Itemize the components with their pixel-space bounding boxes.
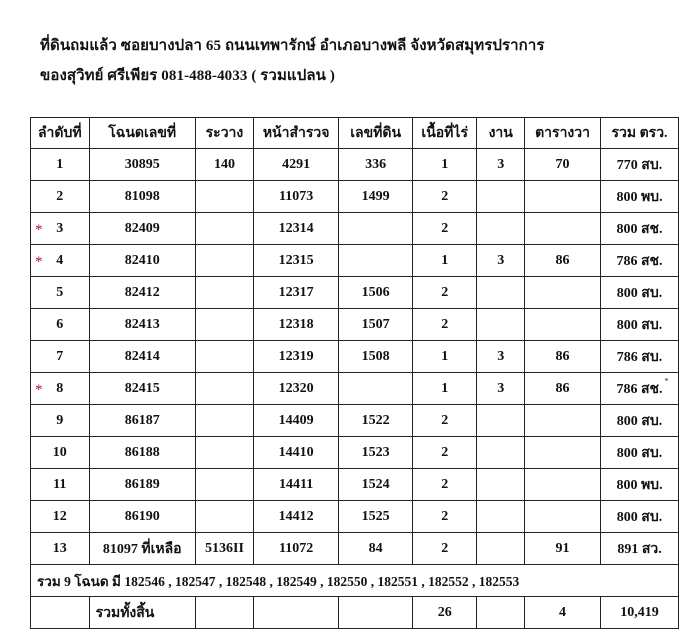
row-number: 5 xyxy=(56,284,64,300)
cell-rai: 2 xyxy=(413,501,477,533)
row-number: 10 xyxy=(52,444,67,460)
cell-no xyxy=(31,405,90,437)
cell-land-no: 1522 xyxy=(339,405,413,437)
total-blank xyxy=(31,597,90,629)
table-row xyxy=(31,533,679,565)
cell-survey: 14412 xyxy=(254,501,339,533)
cell-rawang xyxy=(195,373,253,405)
table-row xyxy=(31,437,679,469)
cell-total: 800 สบ. xyxy=(601,437,679,469)
cell-rai: 2 xyxy=(413,405,477,437)
cell-ngan xyxy=(477,437,525,469)
table-row xyxy=(31,373,679,405)
cell-rai: 2 xyxy=(413,213,477,245)
cell-ngan xyxy=(477,469,525,501)
total-blank xyxy=(195,597,253,629)
cell-wah: 86 xyxy=(525,245,601,277)
cell-wah: 91 xyxy=(525,533,601,565)
cell-rawang xyxy=(195,405,253,437)
grand-total-rai: 26 xyxy=(413,597,477,629)
col-header-rai: เนื้อที่ไร่ xyxy=(413,118,477,149)
cell-no xyxy=(31,213,90,245)
cell-rai: 1 xyxy=(413,149,477,181)
cell-rawang: 5136II xyxy=(195,533,253,565)
cell-total: 891 สว. xyxy=(601,533,679,565)
row-number: 12 xyxy=(52,508,67,524)
cell-total: 800 สบ. xyxy=(601,501,679,533)
cell-deed: 82415 xyxy=(89,373,195,405)
cell-no xyxy=(31,533,90,565)
grand-total-sum: 10,419 xyxy=(601,597,679,629)
cell-land-no xyxy=(339,213,413,245)
col-header-wah: ตารางวา xyxy=(525,118,601,149)
cell-rawang xyxy=(195,245,253,277)
col-header-total: รวม ตรว. xyxy=(601,118,679,149)
grand-total-ngan: 4 xyxy=(525,597,601,629)
cell-deed: 82409 xyxy=(89,213,195,245)
cell-rawang: 140 xyxy=(195,149,253,181)
cell-ngan xyxy=(477,181,525,213)
table-header-row xyxy=(31,118,679,149)
cell-survey: 12317 xyxy=(254,277,339,309)
red-asterisk-mark: * xyxy=(35,221,43,238)
cell-rai: 2 xyxy=(413,181,477,213)
cell-survey: 11073 xyxy=(254,181,339,213)
cell-rai: 2 xyxy=(413,277,477,309)
cell-survey: 14411 xyxy=(254,469,339,501)
cell-deed: 81097 ที่เหลือ xyxy=(89,533,195,565)
table-row xyxy=(31,341,679,373)
cell-deed: 81098 xyxy=(89,181,195,213)
cell-no xyxy=(31,181,90,213)
cell-survey: 12319 xyxy=(254,341,339,373)
cell-total: 800 สบ. xyxy=(601,405,679,437)
total-blank xyxy=(254,597,339,629)
cell-land-no xyxy=(339,373,413,405)
cell-land-no: 1499 xyxy=(339,181,413,213)
cell-ngan xyxy=(477,501,525,533)
cell-rai: 2 xyxy=(413,533,477,565)
cell-wah xyxy=(525,437,601,469)
cell-rawang xyxy=(195,213,253,245)
cell-rawang xyxy=(195,501,253,533)
cell-total: 800 พบ. xyxy=(601,181,679,213)
cell-rawang xyxy=(195,181,253,213)
cell-ngan: 3 xyxy=(477,245,525,277)
table-row xyxy=(31,213,679,245)
cell-total: 770 สบ. xyxy=(601,149,679,181)
cell-no xyxy=(31,277,90,309)
cell-land-no xyxy=(339,245,413,277)
cell-rai: 2 xyxy=(413,309,477,341)
row-number: 8 xyxy=(56,380,64,396)
cell-land-no: 1523 xyxy=(339,437,413,469)
cell-deed: 86187 xyxy=(89,405,195,437)
cell-rawang xyxy=(195,309,253,341)
cell-survey: 12318 xyxy=(254,309,339,341)
cell-wah xyxy=(525,501,601,533)
cell-no xyxy=(31,373,90,405)
cell-rawang xyxy=(195,469,253,501)
grand-total-row xyxy=(31,597,679,629)
row-number: 2 xyxy=(56,188,64,204)
cell-rai: 2 xyxy=(413,469,477,501)
row-number: 13 xyxy=(52,540,67,556)
cell-land-no: 336 xyxy=(339,149,413,181)
cell-survey: 14410 xyxy=(254,437,339,469)
col-header-no: ลำดับที่ xyxy=(31,118,90,149)
col-header-survey: หน้าสำรวจ xyxy=(254,118,339,149)
table-row xyxy=(31,181,679,213)
row-number: 1 xyxy=(56,156,64,172)
cell-wah xyxy=(525,309,601,341)
cell-wah: 86 xyxy=(525,373,601,405)
row-number: 9 xyxy=(56,412,64,428)
col-header-rawang: ระวาง xyxy=(195,118,253,149)
cell-deed: 82410 xyxy=(89,245,195,277)
cell-rai: 1 xyxy=(413,341,477,373)
cell-ngan xyxy=(477,309,525,341)
row-number: 6 xyxy=(56,316,64,332)
cell-land-no: 1507 xyxy=(339,309,413,341)
cell-deed: 86190 xyxy=(89,501,195,533)
cell-total: 786 สช. xyxy=(601,373,679,405)
cell-ngan xyxy=(477,405,525,437)
cell-land-no: 1525 xyxy=(339,501,413,533)
table-row xyxy=(31,149,679,181)
cell-no xyxy=(31,149,90,181)
row-number: 7 xyxy=(56,348,64,364)
row-number: 3 xyxy=(56,220,64,236)
red-asterisk-mark: * xyxy=(35,253,43,270)
cell-no xyxy=(31,501,90,533)
cell-total: 786 สบ. xyxy=(601,341,679,373)
cell-land-no: 84 xyxy=(339,533,413,565)
cell-total: 800 พบ. xyxy=(601,469,679,501)
cell-no xyxy=(31,437,90,469)
cell-deed: 30895 xyxy=(89,149,195,181)
table-row xyxy=(31,405,679,437)
cell-wah xyxy=(525,469,601,501)
cell-ngan: 3 xyxy=(477,373,525,405)
cell-ngan xyxy=(477,277,525,309)
cell-rawang xyxy=(195,341,253,373)
cell-wah xyxy=(525,213,601,245)
land-table xyxy=(30,117,679,629)
cell-no xyxy=(31,245,90,277)
cell-ngan xyxy=(477,213,525,245)
col-header-ngan: งาน xyxy=(477,118,525,149)
cell-deed: 82414 xyxy=(89,341,195,373)
cell-deed: 82413 xyxy=(89,309,195,341)
cell-total: 800 สบ. xyxy=(601,277,679,309)
cell-wah: 70 xyxy=(525,149,601,181)
cell-total: 800 สบ. xyxy=(601,309,679,341)
cell-no xyxy=(31,469,90,501)
cell-survey: 12315 xyxy=(254,245,339,277)
cell-rai: 1 xyxy=(413,245,477,277)
cell-deed: 86188 xyxy=(89,437,195,469)
cell-deed: 82412 xyxy=(89,277,195,309)
cell-survey: 4291 xyxy=(254,149,339,181)
heading-location: ที่ดินถมแล้ว ซอยบางปลา 65 ถนนเทพารักษ์ อำเภอบางพลี จังหวัดสมุทรปราการ xyxy=(40,38,545,54)
row-number: 11 xyxy=(53,476,67,492)
total-blank xyxy=(339,597,413,629)
summary-note: รวม 9 โฉนด มี 182546 , 182547 , 182548 , 182549 , 182550 , 182551 , 182552 , 182553 xyxy=(31,565,679,597)
scan-speck xyxy=(665,378,668,381)
cell-ngan xyxy=(477,533,525,565)
table-row xyxy=(31,501,679,533)
cell-survey: 12320 xyxy=(254,373,339,405)
cell-no xyxy=(31,341,90,373)
cell-no xyxy=(31,309,90,341)
heading-owner: ของสุวิทย์ ศรีเพียร 081-488-4033 ( รวมแปลน ) xyxy=(40,68,335,84)
cell-wah xyxy=(525,181,601,213)
cell-wah xyxy=(525,277,601,309)
total-blank xyxy=(477,597,525,629)
cell-land-no: 1508 xyxy=(339,341,413,373)
table-row xyxy=(31,469,679,501)
cell-land-no: 1506 xyxy=(339,277,413,309)
cell-survey: 11072 xyxy=(254,533,339,565)
cell-survey: 14409 xyxy=(254,405,339,437)
cell-survey: 12314 xyxy=(254,213,339,245)
cell-ngan: 3 xyxy=(477,341,525,373)
grand-total-label: รวมทั้งสิ้น xyxy=(89,597,195,629)
cell-wah xyxy=(525,405,601,437)
table-row xyxy=(31,309,679,341)
row-number: 4 xyxy=(56,252,64,268)
cell-deed: 86189 xyxy=(89,469,195,501)
summary-note-row xyxy=(31,565,679,597)
cell-rai: 1 xyxy=(413,373,477,405)
cell-total: 786 สช. xyxy=(601,245,679,277)
cell-wah: 86 xyxy=(525,341,601,373)
table-row xyxy=(31,277,679,309)
cell-rawang xyxy=(195,437,253,469)
col-header-deed: โฉนดเลขที่ xyxy=(89,118,195,149)
cell-land-no: 1524 xyxy=(339,469,413,501)
table-row xyxy=(31,245,679,277)
cell-ngan: 3 xyxy=(477,149,525,181)
col-header-land-no: เลขที่ดิน xyxy=(339,118,413,149)
cell-rai: 2 xyxy=(413,437,477,469)
cell-total: 800 สช. xyxy=(601,213,679,245)
cell-rawang xyxy=(195,277,253,309)
red-asterisk-mark: * xyxy=(35,381,43,398)
